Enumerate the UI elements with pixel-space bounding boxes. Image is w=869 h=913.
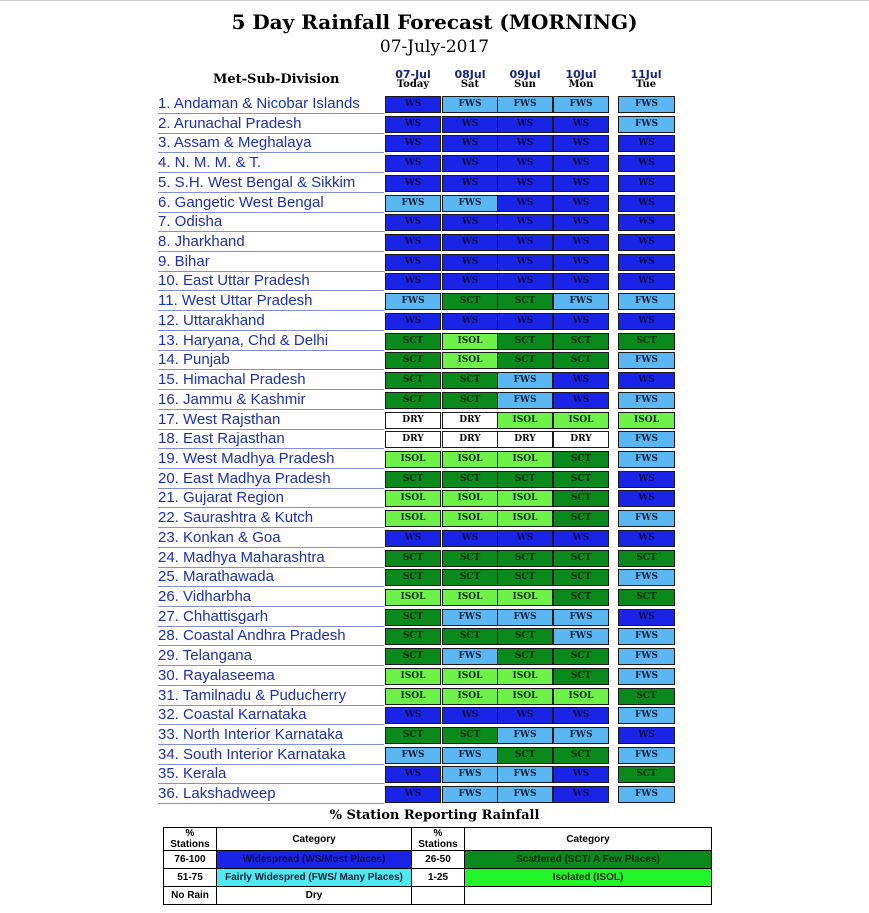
- forecast-cell: WS: [442, 135, 498, 152]
- subdivision-name: 13. Haryana, Chd & Delhi: [158, 332, 329, 349]
- subdivision-name: 26. Vidharbha: [158, 588, 252, 605]
- forecast-cell: WS: [385, 273, 441, 290]
- forecast-cell: SCT: [553, 550, 609, 567]
- forecast-cell: ISOL: [385, 589, 441, 606]
- forecast-cell: WS: [497, 254, 553, 271]
- forecast-date: 07-July-2017: [379, 37, 490, 57]
- forecast-cell: ISOL: [442, 688, 498, 705]
- forecast-cell: FWS: [618, 648, 675, 665]
- subdivision-name: 2. Arunachal Pradesh: [158, 115, 302, 132]
- row-underline: [158, 507, 384, 508]
- legend-header-category-left: Category: [217, 828, 412, 851]
- forecast-cell: WS: [553, 234, 609, 251]
- legend-category-empty: [465, 887, 712, 905]
- forecast-cell: WS: [497, 214, 553, 231]
- forecast-cell: SCT: [497, 333, 553, 350]
- forecast-cell: FWS: [618, 116, 675, 133]
- row-underline: [158, 685, 384, 686]
- forecast-cell: WS: [497, 155, 553, 172]
- legend-pct-empty: [412, 887, 465, 905]
- subdivision-name: 4. N. M. M. & T.: [158, 154, 262, 171]
- forecast-cell: WS: [442, 214, 498, 231]
- forecast-cell: SCT: [385, 648, 441, 665]
- forecast-cell: WS: [385, 254, 441, 271]
- subdivision-name: 23. Konkan & Goa: [158, 529, 281, 546]
- day-header-weekday: Today: [396, 79, 430, 90]
- forecast-cell: ISOL: [385, 668, 441, 685]
- subdivision-name: 33. North Interior Karnataka: [158, 726, 344, 743]
- forecast-cell: ISOL: [385, 510, 441, 527]
- forecast-cell: FWS: [618, 293, 675, 310]
- forecast-cell: WS: [442, 530, 498, 547]
- forecast-cell: ISOL: [442, 333, 498, 350]
- column-header-subdivision: Met-Sub-Division: [213, 72, 340, 87]
- forecast-cell: WS: [385, 116, 441, 133]
- day-header: [494, 70, 556, 90]
- day-header: [382, 70, 444, 90]
- forecast-cell: WS: [385, 786, 441, 803]
- forecast-cell: SCT: [553, 747, 609, 764]
- forecast-cell: ISOL: [442, 451, 498, 468]
- forecast-cell: WS: [385, 155, 441, 172]
- forecast-cell: SCT: [497, 747, 553, 764]
- forecast-cell: WS: [442, 254, 498, 271]
- subdivision-name: 31. Tamilnadu & Puducherry: [158, 687, 347, 704]
- forecast-cell: FWS: [497, 727, 553, 744]
- forecast-cell: WS: [553, 254, 609, 271]
- subdivision-name: 7. Odisha: [158, 213, 223, 230]
- forecast-cell: SCT: [442, 293, 498, 310]
- legend-category-fws: Fairly Widespred (FWS/ Many Places): [217, 869, 412, 887]
- forecast-cell: WS: [618, 214, 675, 231]
- forecast-cell: FWS: [553, 727, 609, 744]
- forecast-cell: WS: [442, 313, 498, 330]
- forecast-cell: FWS: [618, 628, 675, 645]
- row-underline: [158, 448, 384, 449]
- row-underline: [158, 231, 384, 232]
- forecast-cell: WS: [618, 254, 675, 271]
- subdivision-name: 25. Marathawada: [158, 568, 274, 585]
- row-underline: [158, 290, 384, 291]
- forecast-cell: SCT: [385, 628, 441, 645]
- forecast-cell: FWS: [497, 609, 553, 626]
- forecast-cell: WS: [385, 530, 441, 547]
- subdivision-name: 1. Andaman & Nicobar Islands: [158, 95, 360, 112]
- subdivision-name: 29. Telangana: [158, 647, 252, 664]
- forecast-cell: WS: [618, 313, 675, 330]
- forecast-cell: SCT: [618, 766, 675, 783]
- forecast-cell: FWS: [497, 392, 553, 409]
- day-header-date: 10Jul: [565, 68, 597, 81]
- forecast-cell: WS: [497, 116, 553, 133]
- top-border: [0, 0, 869, 1]
- forecast-cell: SCT: [497, 569, 553, 586]
- forecast-cell: DRY: [442, 412, 498, 429]
- forecast-cell: FWS: [553, 609, 609, 626]
- forecast-cell: ISOL: [442, 510, 498, 527]
- forecast-cell: SCT: [497, 352, 553, 369]
- row-underline: [158, 152, 384, 153]
- forecast-cell: WS: [553, 786, 609, 803]
- forecast-cell: ISOL: [385, 490, 441, 507]
- forecast-cell: DRY: [385, 412, 441, 429]
- forecast-cell: SCT: [553, 451, 609, 468]
- forecast-cell: SCT: [385, 471, 441, 488]
- forecast-cell: SCT: [385, 333, 441, 350]
- forecast-cell: SCT: [442, 628, 498, 645]
- day-header-weekday: Mon: [568, 79, 594, 90]
- forecast-cell: FWS: [618, 707, 675, 724]
- legend-category-dry: Dry: [217, 887, 412, 905]
- forecast-cell: WS: [497, 195, 553, 212]
- day-header-weekday: Sat: [460, 79, 480, 90]
- forecast-cell: FWS: [442, 786, 498, 803]
- forecast-cell: WS: [553, 135, 609, 152]
- forecast-cell: SCT: [385, 372, 441, 389]
- day-header: [615, 70, 677, 90]
- row-underline: [158, 645, 384, 646]
- row-underline: [158, 527, 384, 528]
- forecast-cell: WS: [442, 707, 498, 724]
- subdivision-name: 5. S.H. West Bengal & Sikkim: [158, 174, 356, 191]
- forecast-cell: ISOL: [497, 688, 553, 705]
- legend-header-category-right: Category: [465, 828, 712, 851]
- forecast-cell: WS: [385, 313, 441, 330]
- forecast-cell: ISOL: [618, 412, 675, 429]
- row-underline: [158, 330, 384, 331]
- day-header-date: 07-Jul: [395, 68, 431, 81]
- forecast-cell: FWS: [497, 766, 553, 783]
- forecast-cell: SCT: [385, 569, 441, 586]
- row-underline: [158, 192, 384, 193]
- page-title: 5 Day Rainfall Forecast (MORNING): [231, 10, 638, 34]
- forecast-cell: ISOL: [497, 451, 553, 468]
- forecast-cell: SCT: [442, 372, 498, 389]
- forecast-cell: ISOL: [497, 490, 553, 507]
- forecast-cell: FWS: [385, 747, 441, 764]
- row-underline: [158, 468, 384, 469]
- subdivision-name: 30. Rayalaseema: [158, 667, 275, 684]
- forecast-cell: WS: [553, 392, 609, 409]
- forecast-cell: SCT: [497, 648, 553, 665]
- row-underline: [158, 724, 384, 725]
- forecast-cell: ISOL: [497, 589, 553, 606]
- forecast-cell: SCT: [553, 589, 609, 606]
- legend-pct: 1-25: [412, 869, 465, 887]
- forecast-cell: SCT: [553, 352, 609, 369]
- legend-pct: No Rain: [164, 887, 217, 905]
- subdivision-name: 16. Jammu & Kashmir: [158, 391, 306, 408]
- forecast-cell: WS: [385, 96, 441, 113]
- forecast-cell: ISOL: [442, 352, 498, 369]
- forecast-cell: WS: [553, 766, 609, 783]
- legend-pct: 76-100: [164, 851, 217, 869]
- forecast-cell: FWS: [553, 293, 609, 310]
- forecast-cell: WS: [618, 273, 675, 290]
- forecast-cell: WS: [553, 372, 609, 389]
- forecast-cell: ISOL: [553, 688, 609, 705]
- forecast-cell: SCT: [497, 293, 553, 310]
- subdivision-name: 32. Coastal Karnataka: [158, 706, 307, 723]
- forecast-cell: FWS: [497, 96, 553, 113]
- subdivision-name: 6. Gangetic West Bengal: [158, 194, 324, 211]
- subdivision-name: 19. West Madhya Pradesh: [158, 450, 335, 467]
- forecast-cell: WS: [442, 175, 498, 192]
- forecast-cell: SCT: [442, 392, 498, 409]
- forecast-cell: SCT: [618, 589, 675, 606]
- forecast-cell: FWS: [618, 786, 675, 803]
- forecast-cell: SCT: [618, 688, 675, 705]
- legend-pct: 51-75: [164, 869, 217, 887]
- forecast-cell: ISOL: [553, 412, 609, 429]
- day-header: [439, 70, 501, 90]
- forecast-cell: SCT: [553, 333, 609, 350]
- forecast-cell: WS: [442, 234, 498, 251]
- legend-header-row: [164, 828, 712, 851]
- forecast-cell: ISOL: [497, 668, 553, 685]
- forecast-cell: DRY: [385, 431, 441, 448]
- forecast-cell: WS: [618, 155, 675, 172]
- forecast-cell: SCT: [497, 471, 553, 488]
- legend-header-stations-right: % Stations: [412, 828, 465, 851]
- legend-category-sct: Scattered (SCT/ A Few Places): [465, 851, 712, 869]
- forecast-cell: WS: [618, 372, 675, 389]
- forecast-cell: SCT: [618, 333, 675, 350]
- row-underline: [158, 547, 384, 548]
- forecast-cell: WS: [618, 234, 675, 251]
- forecast-cell: FWS: [618, 569, 675, 586]
- day-header-date: 11Jul: [630, 68, 662, 81]
- forecast-cell: SCT: [553, 668, 609, 685]
- legend-row: [164, 869, 712, 887]
- forecast-cell: WS: [618, 530, 675, 547]
- forecast-cell: ISOL: [497, 510, 553, 527]
- forecast-cell: WS: [553, 155, 609, 172]
- forecast-cell: WS: [553, 175, 609, 192]
- forecast-cell: SCT: [442, 550, 498, 567]
- legend-table: [163, 827, 712, 905]
- legend-row: [164, 887, 712, 905]
- subdivision-name: 11. West Uttar Pradesh: [158, 292, 313, 309]
- forecast-cell: WS: [385, 766, 441, 783]
- subdivision-name: 15. Himachal Pradesh: [158, 371, 306, 388]
- forecast-cell: FWS: [497, 372, 553, 389]
- forecast-cell: WS: [497, 273, 553, 290]
- subdivision-name: 8. Jharkhand: [158, 233, 245, 250]
- legend-pct: 26-50: [412, 851, 465, 869]
- row-underline: [158, 606, 384, 607]
- forecast-cell: FWS: [553, 628, 609, 645]
- forecast-cell: WS: [442, 155, 498, 172]
- legend-header-stations-left: % Stations: [164, 828, 217, 851]
- row-underline: [158, 783, 384, 784]
- legend-title: % Station Reporting Rainfall: [329, 808, 540, 823]
- subdivision-name: 14. Punjab: [158, 351, 230, 368]
- forecast-cell: WS: [497, 313, 553, 330]
- forecast-cell: SCT: [442, 727, 498, 744]
- forecast-cell: FWS: [618, 431, 675, 448]
- forecast-cell: WS: [618, 471, 675, 488]
- forecast-cell: SCT: [497, 550, 553, 567]
- forecast-cell: WS: [497, 234, 553, 251]
- subdivision-name: 21. Gujarat Region: [158, 489, 284, 506]
- forecast-cell: ISOL: [442, 490, 498, 507]
- subdivision-name: 36. Lakshadweep: [158, 785, 276, 802]
- forecast-cell: SCT: [553, 510, 609, 527]
- forecast-cell: WS: [553, 214, 609, 231]
- forecast-cell: SCT: [618, 550, 675, 567]
- forecast-cell: ISOL: [442, 668, 498, 685]
- forecast-cell: FWS: [385, 293, 441, 310]
- day-header: [550, 70, 612, 90]
- forecast-cell: WS: [385, 707, 441, 724]
- forecast-cell: SCT: [442, 471, 498, 488]
- forecast-cell: WS: [553, 313, 609, 330]
- forecast-cell: FWS: [442, 747, 498, 764]
- forecast-cell: SCT: [553, 471, 609, 488]
- forecast-cell: SCT: [553, 569, 609, 586]
- forecast-cell: DRY: [442, 431, 498, 448]
- row-underline: [158, 251, 384, 252]
- forecast-cell: WS: [553, 195, 609, 212]
- subdivision-name: 22. Saurashtra & Kutch: [158, 509, 314, 526]
- forecast-cell: WS: [385, 234, 441, 251]
- forecast-cell: SCT: [385, 550, 441, 567]
- subdivision-name: 10. East Uttar Pradesh: [158, 272, 310, 289]
- forecast-cell: WS: [497, 175, 553, 192]
- forecast-cell: FWS: [385, 195, 441, 212]
- forecast-cell: WS: [553, 707, 609, 724]
- forecast-cell: FWS: [442, 195, 498, 212]
- forecast-cell: SCT: [385, 609, 441, 626]
- forecast-cell: FWS: [618, 451, 675, 468]
- forecast-cell: WS: [553, 116, 609, 133]
- forecast-cell: WS: [618, 609, 675, 626]
- forecast-cell: WS: [385, 135, 441, 152]
- subdivision-name: 28. Coastal Andhra Pradesh: [158, 627, 346, 644]
- row-underline: [158, 172, 384, 173]
- row-underline: [158, 803, 384, 804]
- forecast-cell: WS: [618, 727, 675, 744]
- forecast-cell: WS: [618, 195, 675, 212]
- forecast-cell: FWS: [618, 392, 675, 409]
- forecast-cell: WS: [618, 135, 675, 152]
- forecast-cell: FWS: [442, 648, 498, 665]
- subdivision-name: 18. East Rajasthan: [158, 430, 285, 447]
- forecast-cell: FWS: [618, 510, 675, 527]
- day-header-weekday: Sun: [514, 79, 536, 90]
- forecast-cell: SCT: [385, 727, 441, 744]
- row-underline: [158, 409, 384, 410]
- forecast-cell: WS: [442, 116, 498, 133]
- forecast-cell: ISOL: [442, 589, 498, 606]
- subdivision-name: 9. Bihar: [158, 253, 210, 270]
- forecast-cell: SCT: [385, 352, 441, 369]
- forecast-cell: FWS: [442, 96, 498, 113]
- subdivision-name: 3. Assam & Meghalaya: [158, 134, 312, 151]
- row-underline: [158, 744, 384, 745]
- forecast-cell: FWS: [618, 352, 675, 369]
- row-underline: [158, 113, 384, 114]
- forecast-cell: SCT: [497, 628, 553, 645]
- forecast-cell: WS: [385, 214, 441, 231]
- forecast-cell: WS: [618, 490, 675, 507]
- forecast-cell: ISOL: [385, 451, 441, 468]
- day-header-date: 08Jul: [454, 68, 486, 81]
- day-header-weekday: Tue: [635, 79, 657, 90]
- forecast-cell: ISOL: [497, 412, 553, 429]
- row-underline: [158, 389, 384, 390]
- subdivision-name: 27. Chhattisgarh: [158, 608, 269, 625]
- row-underline: [158, 369, 384, 370]
- forecast-cell: FWS: [442, 609, 498, 626]
- forecast-cell: FWS: [497, 786, 553, 803]
- subdivision-name: 12. Uttarakhand: [158, 312, 265, 329]
- row-underline: [158, 586, 384, 587]
- forecast-cell: FWS: [553, 96, 609, 113]
- forecast-cell: DRY: [553, 431, 609, 448]
- subdivision-name: 24. Madhya Maharashtra: [158, 549, 325, 566]
- subdivision-name: 34. South Interior Karnataka: [158, 746, 346, 763]
- forecast-cell: FWS: [442, 766, 498, 783]
- legend-category-isol: Isolated (ISOL): [465, 869, 712, 887]
- forecast-cell: FWS: [618, 96, 675, 113]
- forecast-cell: FWS: [618, 668, 675, 685]
- row-underline: [158, 310, 384, 311]
- forecast-cell: SCT: [553, 648, 609, 665]
- forecast-cell: SCT: [385, 392, 441, 409]
- forecast-cell: WS: [442, 273, 498, 290]
- forecast-cell: WS: [618, 175, 675, 192]
- forecast-cell: WS: [497, 135, 553, 152]
- subdivision-name: 17. West Rajsthan: [158, 411, 281, 428]
- legend-category-ws: Widespread (WS/Most Places): [217, 851, 412, 869]
- forecast-cell: ISOL: [385, 688, 441, 705]
- row-underline: [158, 665, 384, 666]
- forecast-cell: WS: [553, 530, 609, 547]
- subdivision-name: 35. Kerala: [158, 765, 227, 782]
- forecast-cell: FWS: [618, 747, 675, 764]
- forecast-cell: WS: [497, 530, 553, 547]
- subdivision-name: 20. East Madhya Pradesh: [158, 470, 331, 487]
- forecast-cell: WS: [497, 707, 553, 724]
- forecast-cell: SCT: [442, 569, 498, 586]
- forecast-cell: SCT: [553, 490, 609, 507]
- forecast-cell: WS: [553, 273, 609, 290]
- legend-row: [164, 851, 712, 869]
- forecast-cell: DRY: [497, 431, 553, 448]
- day-header-date: 09Jul: [509, 68, 541, 81]
- forecast-cell: WS: [385, 175, 441, 192]
